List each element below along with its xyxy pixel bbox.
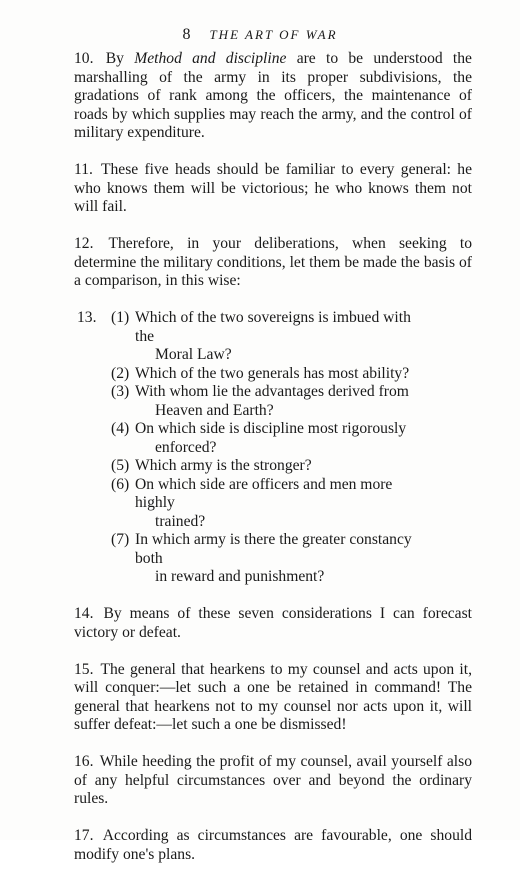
paragraph-13-list xyxy=(74,309,472,587)
paragraph-number: 11. xyxy=(74,161,93,178)
body-text xyxy=(74,50,472,883)
list-item-continuation: enforced? xyxy=(155,438,217,456)
paragraph-12 xyxy=(74,235,472,291)
emphasis-text: Method and discipline xyxy=(134,50,287,67)
list-item-text xyxy=(135,457,425,476)
list-marker: (3) xyxy=(111,383,130,400)
list-item-text xyxy=(135,420,425,457)
list-item-text xyxy=(135,309,425,365)
list-item xyxy=(74,383,472,420)
running-title: THE ART OF WAR xyxy=(209,27,338,42)
list-item-text xyxy=(135,383,425,420)
paragraph-number: 16. xyxy=(74,753,94,770)
list-item-line: In which army is there the greater constancy both xyxy=(135,531,412,567)
paragraph-text: These five heads should be familiar to every general: he who knows them will be victorious; he who knows them not will fail. xyxy=(74,161,473,215)
paragraph-text: The general that hearkens to my counsel and acts upon it, will conquer:—let such a one be retained in command! The general that hearkens not to my counsel nor acts upon it, will suffer defeat:—let such a one be dismissed! xyxy=(74,660,473,733)
list-item-text xyxy=(135,365,425,384)
list-marker: (7) xyxy=(111,531,130,548)
paragraph-16 xyxy=(74,753,472,809)
list-item xyxy=(74,420,472,457)
list-marker: (6) xyxy=(111,475,130,493)
list-item-line: With whom lie the advantages derived from xyxy=(135,383,409,400)
paragraph-number: 12. xyxy=(74,235,94,252)
list-item-text xyxy=(135,476,425,532)
paragraph-number: 17. xyxy=(74,827,94,844)
paragraph-text: are to be understood the marshalling of the army in its proper subdivisions, the gradations of rank among the officers, the maintenance of roads by which supplies may reach the army, and the control of military expenditure. xyxy=(74,50,472,141)
paragraph-15 xyxy=(74,661,472,735)
list-item xyxy=(74,476,472,532)
paragraph-number: 13. xyxy=(77,309,97,326)
paragraph-text: By means of these seven considerations I can forecast victory or defeat. xyxy=(74,605,472,641)
list-item-continuation: Moral Law? xyxy=(155,346,232,363)
paragraph-10 xyxy=(74,50,472,143)
list-item-line: Which army is the stronger? xyxy=(135,457,312,474)
paragraph-number: 15. xyxy=(74,660,94,678)
list-item-line: On which side is discipline most rigorously xyxy=(135,420,407,437)
list-item xyxy=(74,531,472,587)
list-item xyxy=(74,309,472,365)
list-marker: (5) xyxy=(111,457,130,474)
page-number: 8 xyxy=(182,26,191,43)
list-item-line: On which side are officers and men more highly xyxy=(135,475,393,511)
paragraph-text: Therefore, in your deliberations, when seeking to determine the military conditions, let them be made the basis of a comparison, in this wise: xyxy=(74,235,472,289)
paragraph-11 xyxy=(74,161,472,217)
list-item-line: Which of the two sovereigns is imbued with the xyxy=(135,309,411,345)
list-marker: (4) xyxy=(111,420,130,437)
list-item-continuation: in reward and punishment? xyxy=(155,568,325,585)
paragraph-text: While heeding the profit of my counsel, avail yourself also of any helpful circumstances over and beyond the ordinary rules. xyxy=(74,753,472,807)
paragraph-number: 14. xyxy=(74,605,94,622)
list-item-continuation: trained? xyxy=(155,512,206,530)
list-marker: (1) xyxy=(111,309,130,326)
running-header xyxy=(0,26,520,44)
paragraph-text-lead: By xyxy=(105,50,124,67)
list-item xyxy=(74,365,472,384)
list-marker: (2) xyxy=(111,364,130,382)
paragraph-14 xyxy=(74,605,472,642)
list-item xyxy=(74,457,472,476)
paragraph-number: 10. xyxy=(74,50,94,67)
list-item-text xyxy=(135,531,425,587)
paragraph-17 xyxy=(74,827,472,864)
list-item-continuation: Heaven and Earth? xyxy=(155,401,274,419)
list-item-line: Which of the two generals has most ability? xyxy=(135,364,410,382)
paragraph-text: According as circumstances are favourable, one should modify one's plans. xyxy=(74,827,472,863)
